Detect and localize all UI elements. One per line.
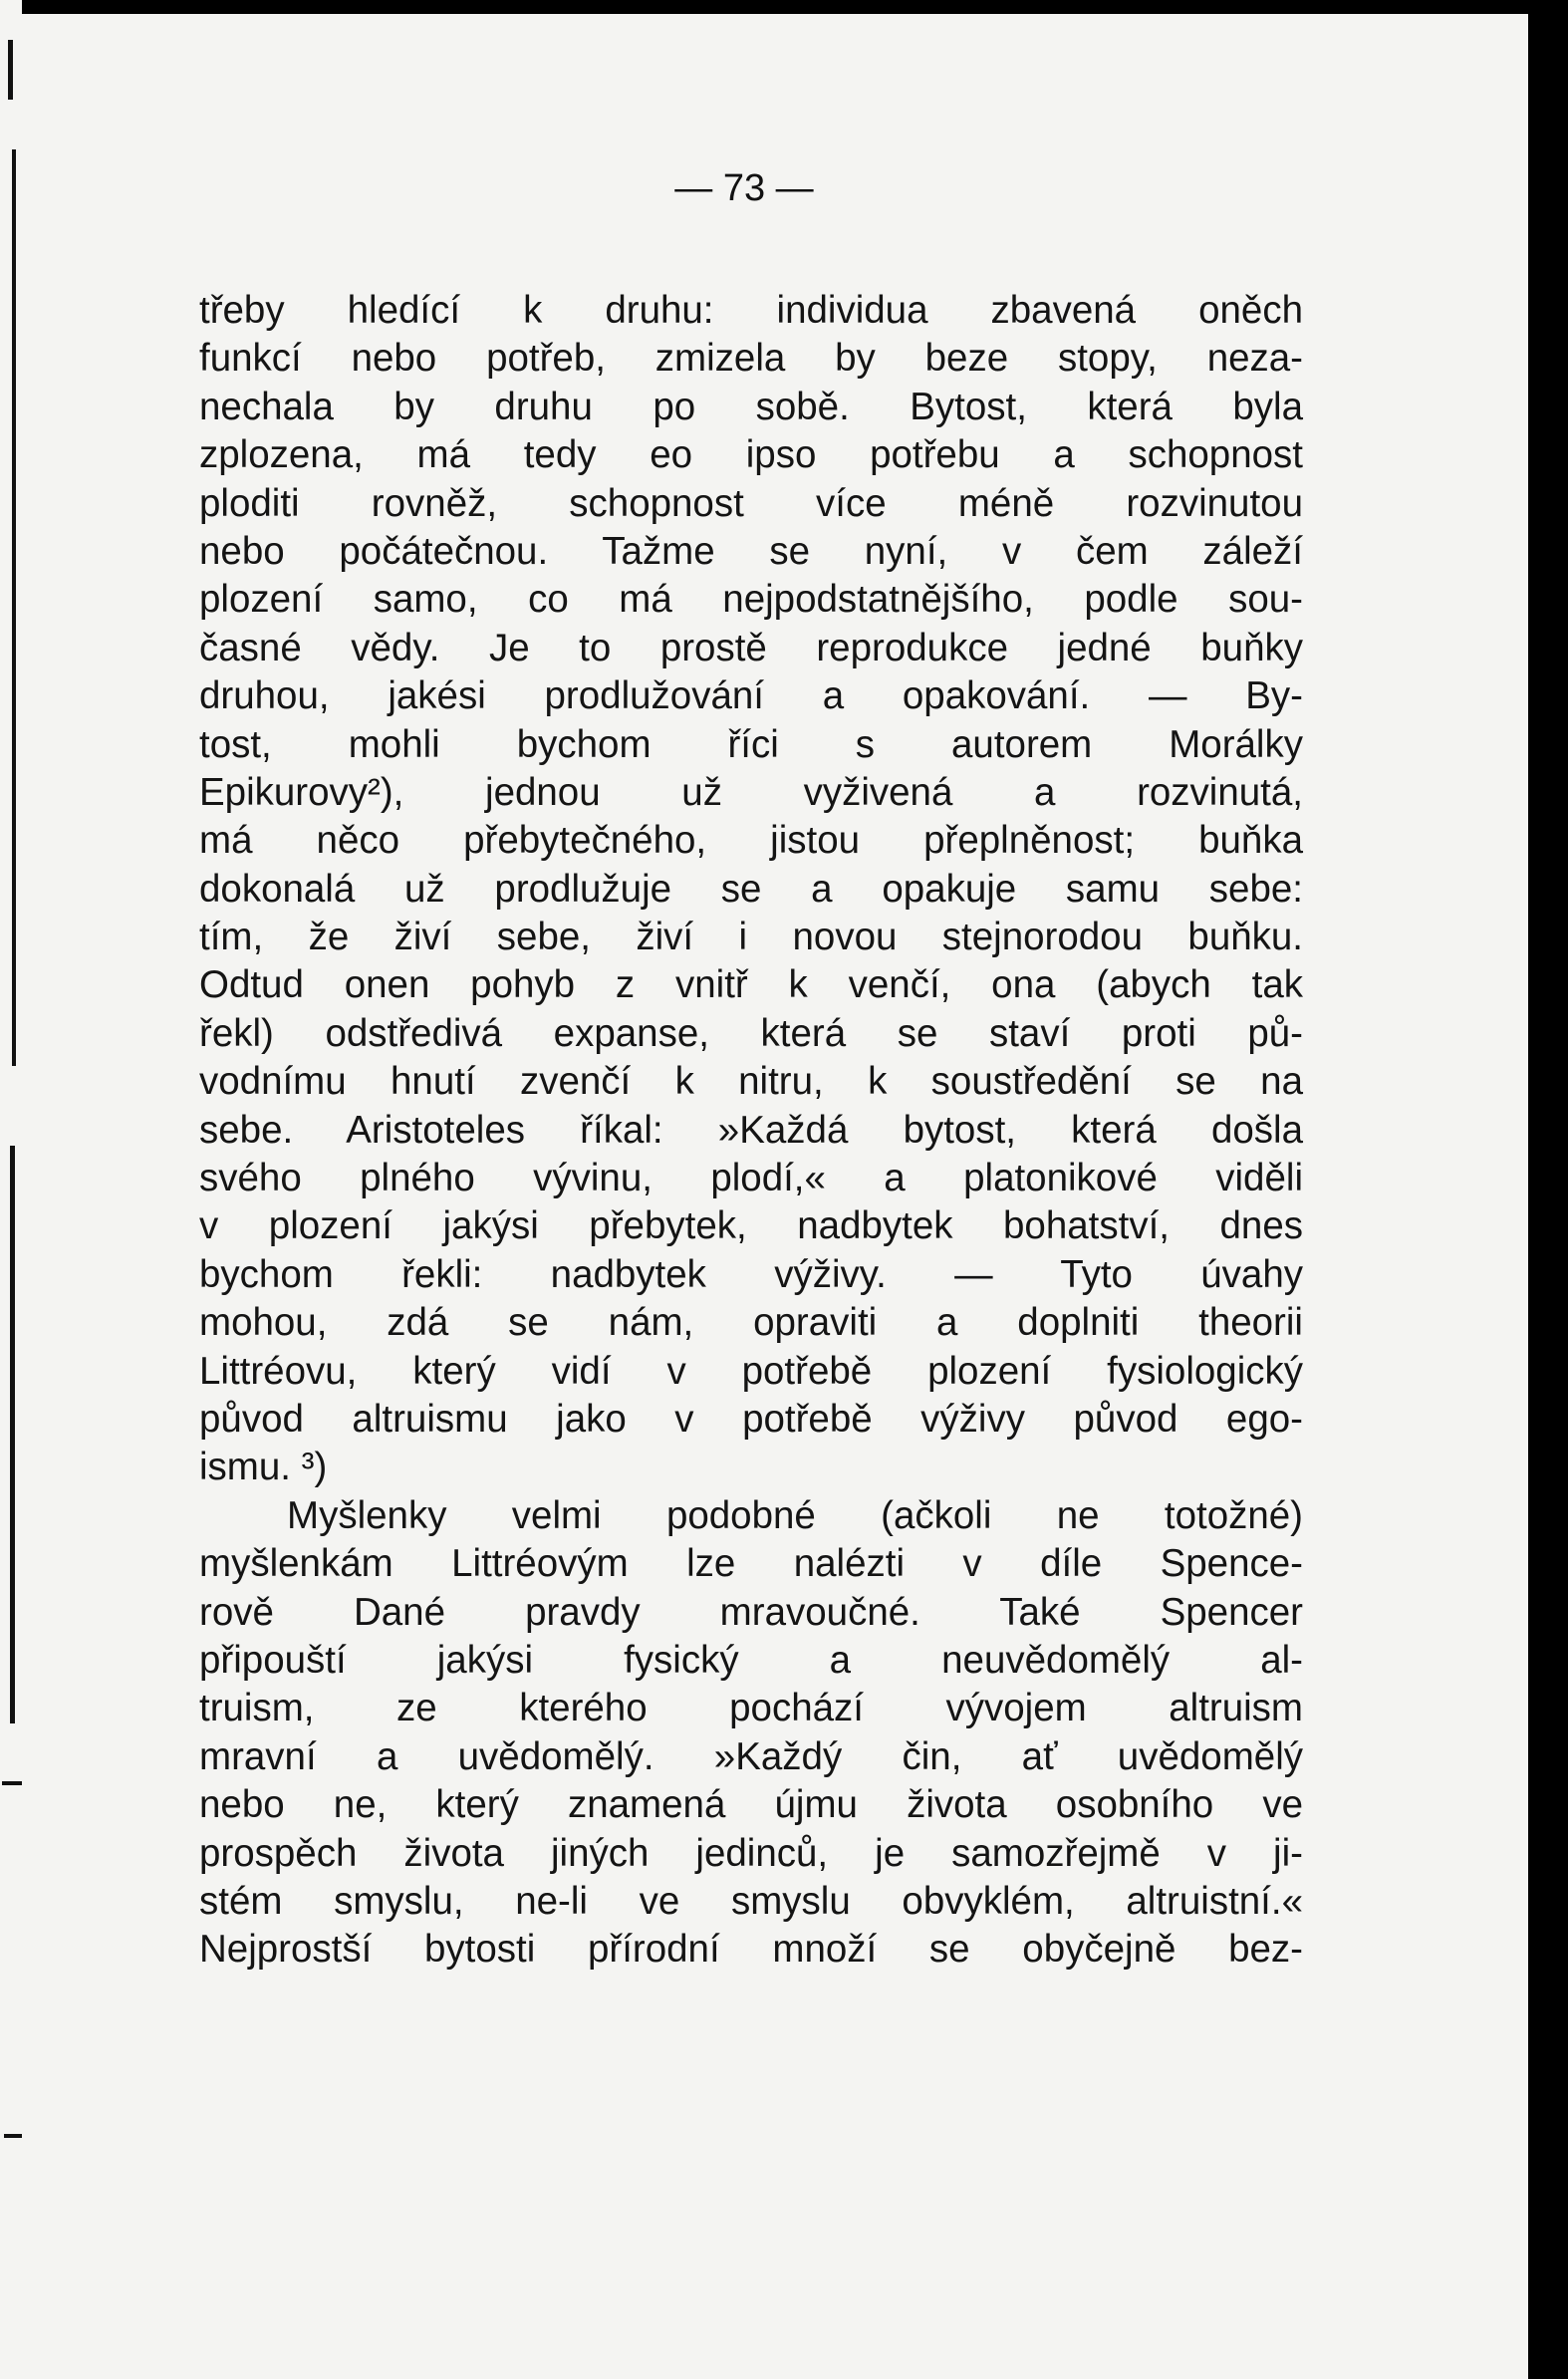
text-line: časné vědy. Je to prostě reprodukce jedné buňky (199, 626, 1303, 669)
text-line: Nejprostší bytosti přírodní množí se obyčejně bez- (199, 1928, 1303, 1972)
text-line: prospěch života jiných jedinců, je samozřejmě v ji- (199, 1831, 1303, 1875)
text-line: tím, že živí sebe, živí i novou stejnorodou buňku. (199, 916, 1303, 959)
text-line: rově Dané pravdy mravoučné. Také Spencer (199, 1590, 1303, 1634)
text-line: plození samo, co má nejpodstatnějšího, podle sou- (199, 578, 1303, 622)
page-number: — 73 — (674, 167, 814, 209)
text-line: nechala by druhu po sobě. Bytost, která byla (199, 385, 1303, 428)
text-line: Littréovu, který vidí v potřebě plození fysiologický (199, 1349, 1303, 1393)
text-line: ismu. ³) (199, 1446, 328, 1489)
text-line: bychom řekli: nadbytek výživy. — Tyto úvahy (199, 1252, 1303, 1296)
page-left-edge (0, 0, 22, 2379)
text-line: stém smyslu, ne-li ve smyslu obvyklém, altruistní.« (199, 1879, 1303, 1923)
text-line: Odtud onen pohyb z vnitř k venčí, ona (abych tak (199, 963, 1303, 1007)
text-line: připouští jakýsi fysický a neuvědomělý al- (199, 1638, 1303, 1682)
text-line: tost, mohli bychom říci s autorem Morálky (199, 722, 1303, 766)
text-line: nebo ne, který znamená újmu života osobního ve (199, 1783, 1303, 1827)
text-line: mohou, zdá se nám, opraviti a doplniti theorii (199, 1301, 1303, 1345)
text-line: ploditi rovněž, schopnost více méně rozvinutou (199, 481, 1303, 525)
text-line: původ altruismu jako v potřebě výživy původ ego- (199, 1397, 1303, 1441)
text-line: myšlenkám Littréovým lze nalézti v díle Spence- (199, 1542, 1303, 1586)
text-line: druhou, jakési prodlužování a opakování. — By- (199, 674, 1303, 718)
binding-line (10, 1146, 15, 1723)
text-line: nebo počátečnou. Tažme se nyní, v čem záleží (199, 529, 1303, 573)
text-line: v plození jakýsi přebytek, nadbytek bohatství, dnes (199, 1204, 1303, 1248)
text-line: Myšlenky velmi podobné (ačkoli ne totožné) (287, 1493, 1303, 1537)
text-line: má něco přebytečného, jistou přeplněnost; buňka (199, 819, 1303, 863)
text-line: funkcí nebo potřeb, zmizela by beze stopy, neza- (199, 337, 1303, 381)
text-line: Epikurovy²), jednou už vyživená a rozvinutá, (199, 770, 1303, 814)
text-line: truism, ze kterého pochází vývojem altruism (199, 1687, 1303, 1730)
text-line: řekl) odstředivá expanse, která se staví proti pů- (199, 1011, 1303, 1055)
text-line: mravní a uvědomělý. »Každý čin, ať uvědomělý (199, 1734, 1303, 1778)
binding-tick (2, 1781, 22, 1785)
text-line: třeby hledící k druhu: individua zbavená oněch (199, 289, 1303, 332)
binding-line (12, 149, 16, 1066)
body-text (199, 287, 1303, 1975)
text-line: dokonalá už prodlužuje se a opakuje samu sebe: (199, 867, 1303, 911)
text-line: zplozena, má tedy eo ipso potřebu a schopnost (199, 433, 1303, 477)
binding-tick (4, 2134, 22, 2138)
binding-line (8, 40, 13, 100)
text-line: svého plného vývinu, plodí,« a platonikové viděli (199, 1157, 1303, 1200)
text-line: sebe. Aristoteles říkal: »Každá bytost, která došla (199, 1108, 1303, 1152)
text-line: vodnímu hnutí zvenčí k nitru, k soustředění se na (199, 1060, 1303, 1104)
